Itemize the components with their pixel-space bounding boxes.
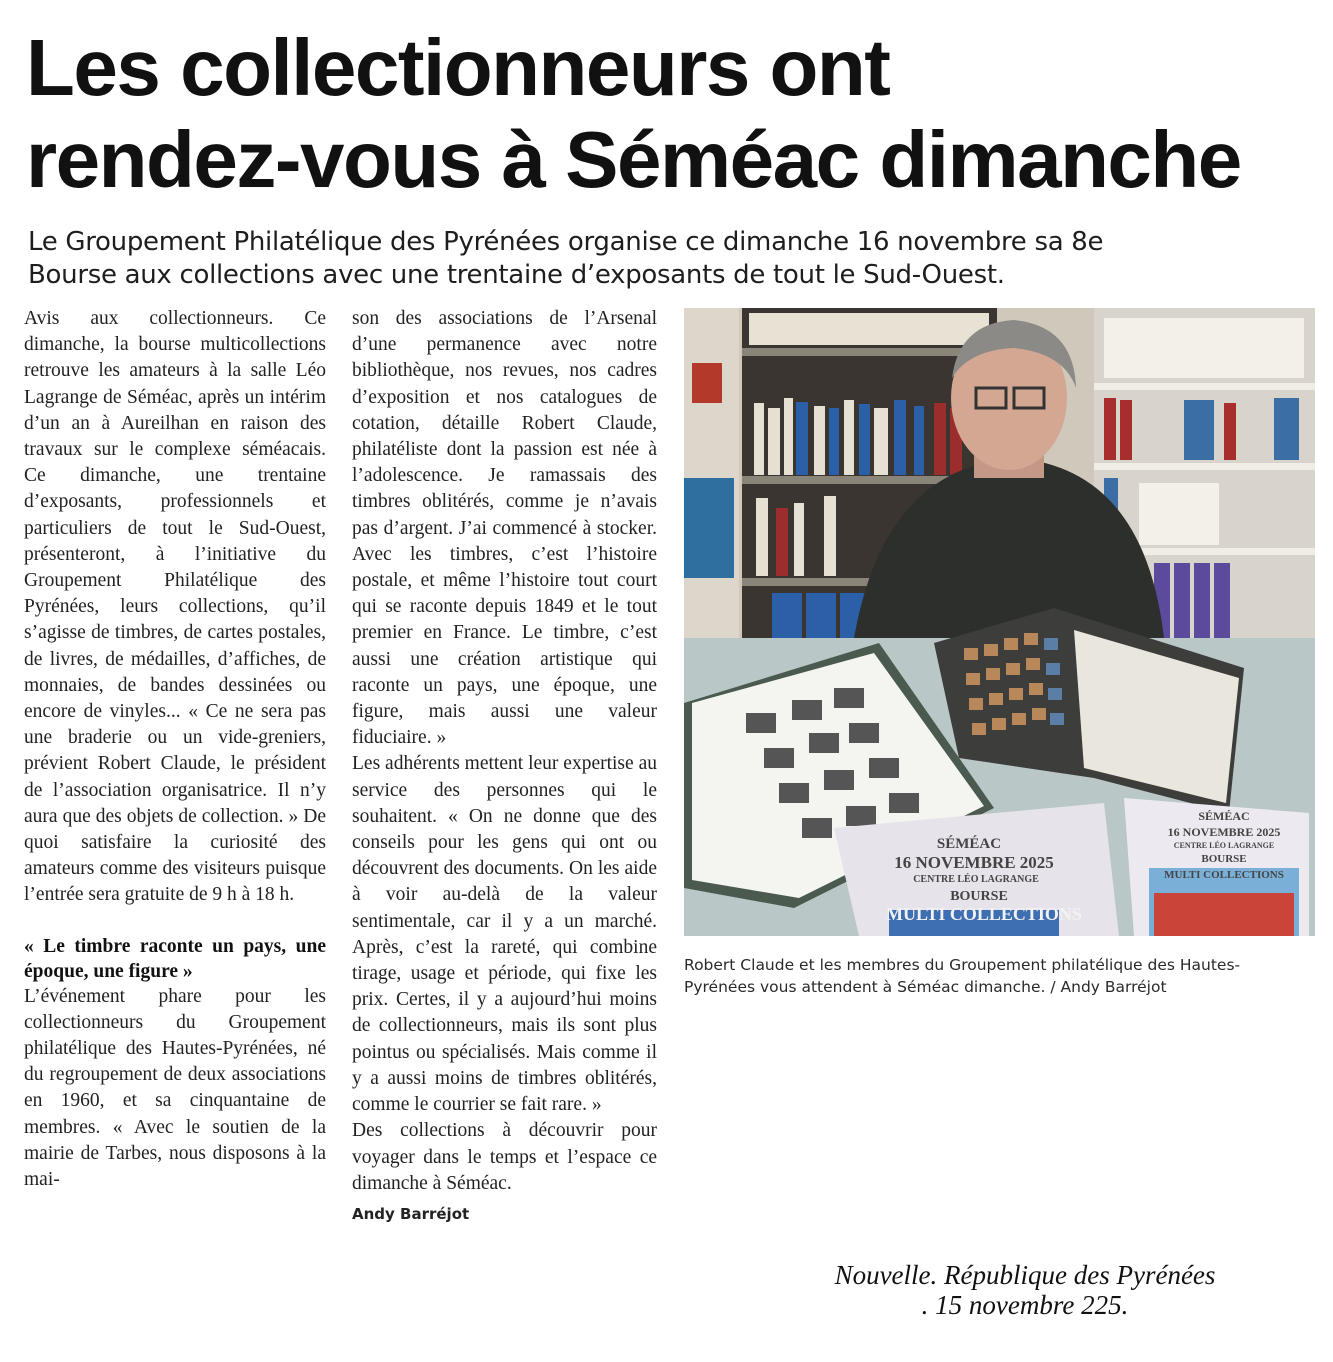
caption-line-1: Robert Claude et les membres du Groupement philatélique des Hautes-	[684, 956, 1241, 974]
title-line-1: Les collectionneurs ont	[26, 23, 890, 112]
source-line-1: Nouvelle. République des Pyrénées	[834, 1260, 1216, 1290]
poster2-line-1: SÉMÉAC	[1198, 809, 1250, 823]
title-line-2: rendez-vous à Séméac dimanche	[26, 115, 1241, 204]
article-title	[26, 22, 1326, 206]
article-column-1	[24, 306, 326, 1193]
poster2-line-4: BOURSE	[1201, 853, 1247, 865]
poster1-line-3: CENTRE LÉO LAGRANGE	[913, 874, 1039, 885]
body-paragraph-4: Les adhérents mettent leur expertise au service des personnes qui le souhaitent. « On ne donne que des conseils pour les gens qui ont ou découvrent des documents. On les aide à voir au-delà de la valeur sentimentale, car il y a un marché. Après, c’est la rareté, qui combine tirage, usage et période, qui fixe les prix. Certes, il y a aujourd’hui moins de collectionneurs, mais ils sont plus pointus ou spécialisés. Mais comme il y a aussi moins de timbres oblitérés, comme le courrier se fait rare. »	[352, 753, 657, 1116]
body-paragraph-5: Des collections à découvrir pour voyager dans le temps et l’espace ce dimanche à Séméac.	[352, 1120, 657, 1194]
source-line-2: . 15 novembre 225.	[921, 1290, 1129, 1320]
poster1-line-1: SÉMÉAC	[936, 836, 1002, 852]
poster1-line-2: 16 NOVEMBRE 2025	[894, 853, 1054, 872]
body-paragraph-3: son des associations de l’Arsenal d’une permanence avec notre bibliothèque, nos revues, nos cadres d’exposition et nos catalogues de cotation, détaille Robert Claude, philatéliste dont la passion est née à l’adolescence. Je ramassais des timbres oblitérés, comme je n’avais pas d’argent. J’ai commencé à stocker. Avec les timbres, c’est l’histoire postale, et même l’histoire tout court qui se raconte depuis 1849 et le tout premier en France. Le timbre, c’est aussi une création artistique qui raconte un pays, une époque, une figure, mais aussi une valeur fiduciaire. »	[352, 308, 657, 749]
photo-illustration	[684, 308, 1315, 936]
article-byline: Andy Barréjot	[352, 1204, 470, 1223]
lede-line-2: Bourse aux collections avec une trentaine d’exposants de tout le Sud-Ouest.	[28, 260, 1005, 290]
source-note	[760, 1260, 1290, 1320]
lede-line-1: Le Groupement Philatélique des Pyrénées organise ce dimanche 16 novembre sa 8e	[28, 227, 1104, 257]
poster2-line-2: 16 NOVEMBRE 2025	[1167, 825, 1281, 839]
article-subhead: « Le timbre raconte un pays, une époque, une figure »	[24, 935, 326, 982]
article-lede	[28, 226, 1328, 292]
caption-line-2: Pyrénées vous attendent à Séméac dimanche. / Andy Barréjot	[684, 978, 1167, 996]
article-column-2	[352, 306, 657, 1227]
poster1-line-5: MULTI COLLECTIONS	[886, 904, 1082, 924]
body-paragraph-1: Avis aux collectionneurs. Ce dimanche, la bourse multicollections retrouve les amateurs à la salle Léo Lagrange de Séméac, après un intérim d’un an à Aureilhan en raison des travaux sur le complexe séméacais. Ce dimanche, une trentaine d’exposants, professionnels et particuliers de tout le Sud-Ouest, présenteront, à l’initiative du Groupement Philatélique des Pyrénées, leurs collections, qu’il s’agisse de timbres, de cartes postales, de livres, de médailles, d’affiches, de monnaies, de bandes dessinées ou encore de vinyles... « Ce ne sera pas une braderie ou un vide-greniers, prévient Robert Claude, le président de l’association organisatrice. Il n’y aura que des objets de collection. » De quoi satisfaire la curiosité des amateurs comme des visiteurs puisque l’entrée sera gratuite de 9 h à 18 h.	[24, 308, 326, 906]
body-paragraph-2: L’événement phare pour les collectionneurs du Groupement philatélique des Hautes-Pyrénées, né du regroupement de deux associations en 1960, et sa cinquantaine de membres. « Avec le soutien de la mairie de Tarbes, nous disposons à la mai-	[24, 985, 326, 1191]
article-photo	[684, 308, 1315, 936]
poster2-line-3: CENTRE LÉO LAGRANGE	[1173, 841, 1275, 850]
poster2-line-5: MULTI COLLECTIONS	[1164, 869, 1284, 881]
photo-caption	[684, 954, 1324, 998]
poster1-line-4: BOURSE	[950, 889, 1008, 904]
